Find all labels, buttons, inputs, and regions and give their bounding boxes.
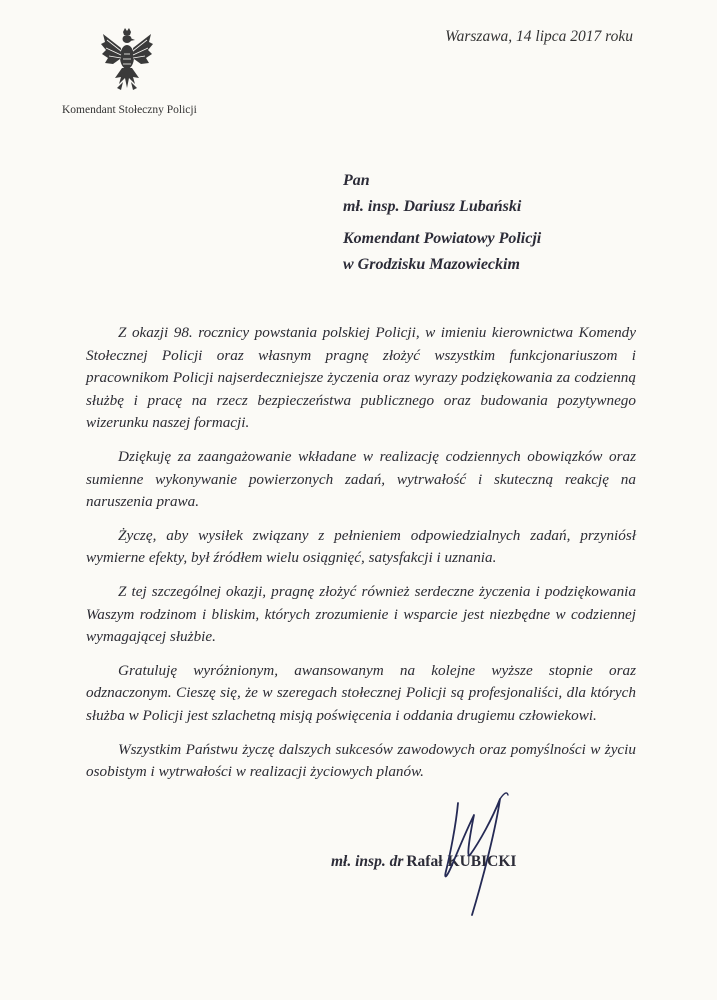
signer-title: mł. insp. dr xyxy=(331,853,404,870)
signer-first-name: Rafał xyxy=(406,853,443,870)
recipient-salutation: Pan xyxy=(343,172,370,189)
body-paragraph: Z okazji 98. rocznicy powstania polskiej Policji, w imieniu kierownictwa Komendy Stołecznej Policji oraz własnym pragnę złożyć wszystkim funkcjonariuszom i pracownikom Policji najserdeczniejsze życzenia oraz wyrazy podziękowania za codzienną służbę i pracę na rzecz bezpieczeństwa publicznego oraz budowania pozytywnego wizerunku naszej formacji. xyxy=(86,324,636,432)
recipient-position-line2: w Grodzisku Mazowieckim xyxy=(343,256,520,273)
letter-body xyxy=(86,322,636,784)
recipient-position-line1: Komendant Powiatowy Policji xyxy=(343,230,542,247)
body-paragraph: Życzę, aby wysiłek związany z pełnieniem odpowiedzialnych zadań, przyniósł wymierne efekty, był źródłem wielu osiągnięć, satysfakcji i uznania. xyxy=(86,526,636,567)
handwritten-signature-icon xyxy=(400,775,530,925)
signer-surname: KUBICKI xyxy=(447,853,517,870)
body-paragraph: Gratuluję wyróżnionym, awansowanym na kolejne wyższe stopnie oraz odznaczonym. Cieszę się, że w szeregach stołecznej Policji są profesjonaliści, dla których służba w Policji jest szlachetną misją poświęcenia i oddania drugiemu człowiekowi. xyxy=(86,661,636,724)
body-paragraph: Wszystkim Państwu życzę dalszych sukcesów zawodowych oraz pomyślności w życiu osobistym i wytrwałości w realizacji życiowych planów. xyxy=(86,740,636,781)
recipient-name: mł. insp. Dariusz Lubański xyxy=(343,198,522,215)
body-paragraph: Dziękuję za zaangażowanie wkładane w realizację codziennych obowiązków oraz sumienne wykonywanie powierzonych zadań, wytrwałość i skuteczną reakcję na naruszenia prawa. xyxy=(86,447,636,511)
place-date: Warszawa, 14 lipca 2017 roku xyxy=(445,28,633,45)
body-paragraph: Z tej szczególnej okazji, pragnę złożyć również serdeczne życzenia i podziękowania Waszym rodzinom i bliskim, których zrozumienie i wsparcie jest niezbędne w codziennej wymagającej służbie. xyxy=(86,582,636,646)
issuer-name: Komendant Stołeczny Policji xyxy=(62,104,197,116)
white-eagle-emblem-icon xyxy=(99,26,155,96)
